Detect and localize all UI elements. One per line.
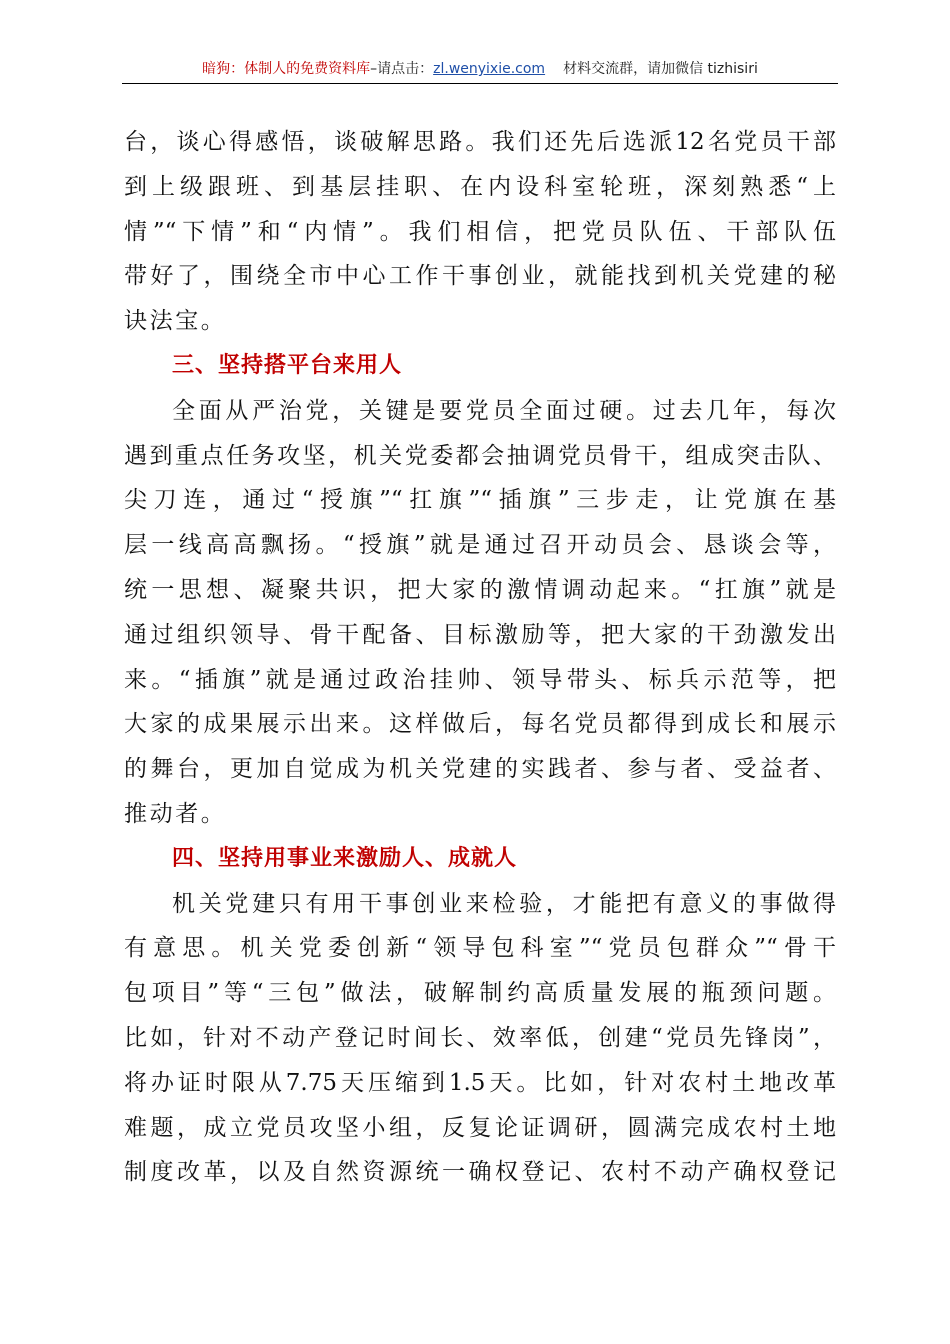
paragraph-line: 制度改革，以及自然资源统一确权登记、农村不动产确权登记: [124, 1159, 836, 1186]
header-wechat-note: 材料交流群，请加微信 tizhisiri: [563, 61, 758, 77]
paragraph-line: 到上级跟班、到基层挂职、在内设科室轮班，深刻熟悉“上: [124, 173, 836, 200]
document-body: [124, 120, 836, 1195]
section-heading: 四、坚持用事业来激励人、成就人: [172, 845, 518, 871]
paragraph-line: 推动者。: [124, 800, 227, 827]
header-click-prompt: –请点击：: [370, 61, 434, 77]
paragraph-line: 情”“下情”和“内情”。我们相信，把党员队伍、干部队伍: [124, 218, 836, 245]
paragraph-line: 全面从严治党，关键是要党员全面过硬。过去几年，每次: [172, 397, 836, 424]
section-heading: 三、坚持搭平台来用人: [172, 352, 403, 378]
paragraph-line: 尖刀连，通过“授旗”“扛旗”“插旗”三步走，让党旗在基: [124, 487, 836, 514]
paragraph-line: 比如，针对不动产登记时间长、效率低，创建“党员先锋岗”，: [124, 1024, 836, 1051]
page-header: [122, 58, 838, 84]
paragraph-line: 遇到重点任务攻坚，机关党委都会抽调党员骨干，组成突击队、: [124, 442, 836, 469]
paragraph-line: 的舞台，更加自觉成为机关党建的实践者、参与者、受益者、: [124, 756, 836, 783]
paragraph-line: 诀法宝。: [124, 308, 227, 335]
paragraph-line: 统一思想、凝聚共识，把大家的激情调动起来。“扛旗”就是: [124, 576, 836, 603]
paragraph-line: 难题，成立党员攻坚小组，反复论证调研，圆满完成农村土地: [124, 1114, 836, 1141]
paragraph-line: 包项目”等“三包”做法，破解制约高质量发展的瓶颈问题。: [124, 980, 836, 1007]
paragraph-line: 台，谈心得感悟，谈破解思路。我们还先后选派12名党员干部: [124, 129, 836, 155]
paragraph-line: 来。“插旗”就是通过政治挂帅、领导带头、标兵示范等，把: [124, 666, 836, 693]
paragraph-line: 有意思。机关党委创新“领导包科室”“党员包群众”“骨干: [124, 935, 836, 962]
paragraph-line: 将办证时限从7.75天压缩到1.5天。比如，针对农村土地改革: [124, 1069, 836, 1096]
paragraph-line: 层一线高高飘扬。“授旗”就是通过召开动员会、恳谈会等，: [124, 532, 836, 559]
paragraph-line: 机关党建只有用干事创业来检验，才能把有意义的事做得: [172, 890, 836, 917]
paragraph-line: 通过组织领导、骨干配备、目标激励等，把大家的干劲激发出: [124, 621, 836, 648]
paragraph-line: 大家的成果展示出来。这样做后，每名党员都得到成长和展示: [124, 711, 836, 738]
header-divider: [122, 83, 838, 84]
paragraph-line: 带好了，围绕全市中心工作干事创业，就能找到机关党建的秘: [124, 263, 836, 290]
header-link[interactable]: zl.wenyixie.com: [433, 61, 546, 77]
header-site-name: 暗狗：体制人的免费资料库: [202, 61, 371, 77]
